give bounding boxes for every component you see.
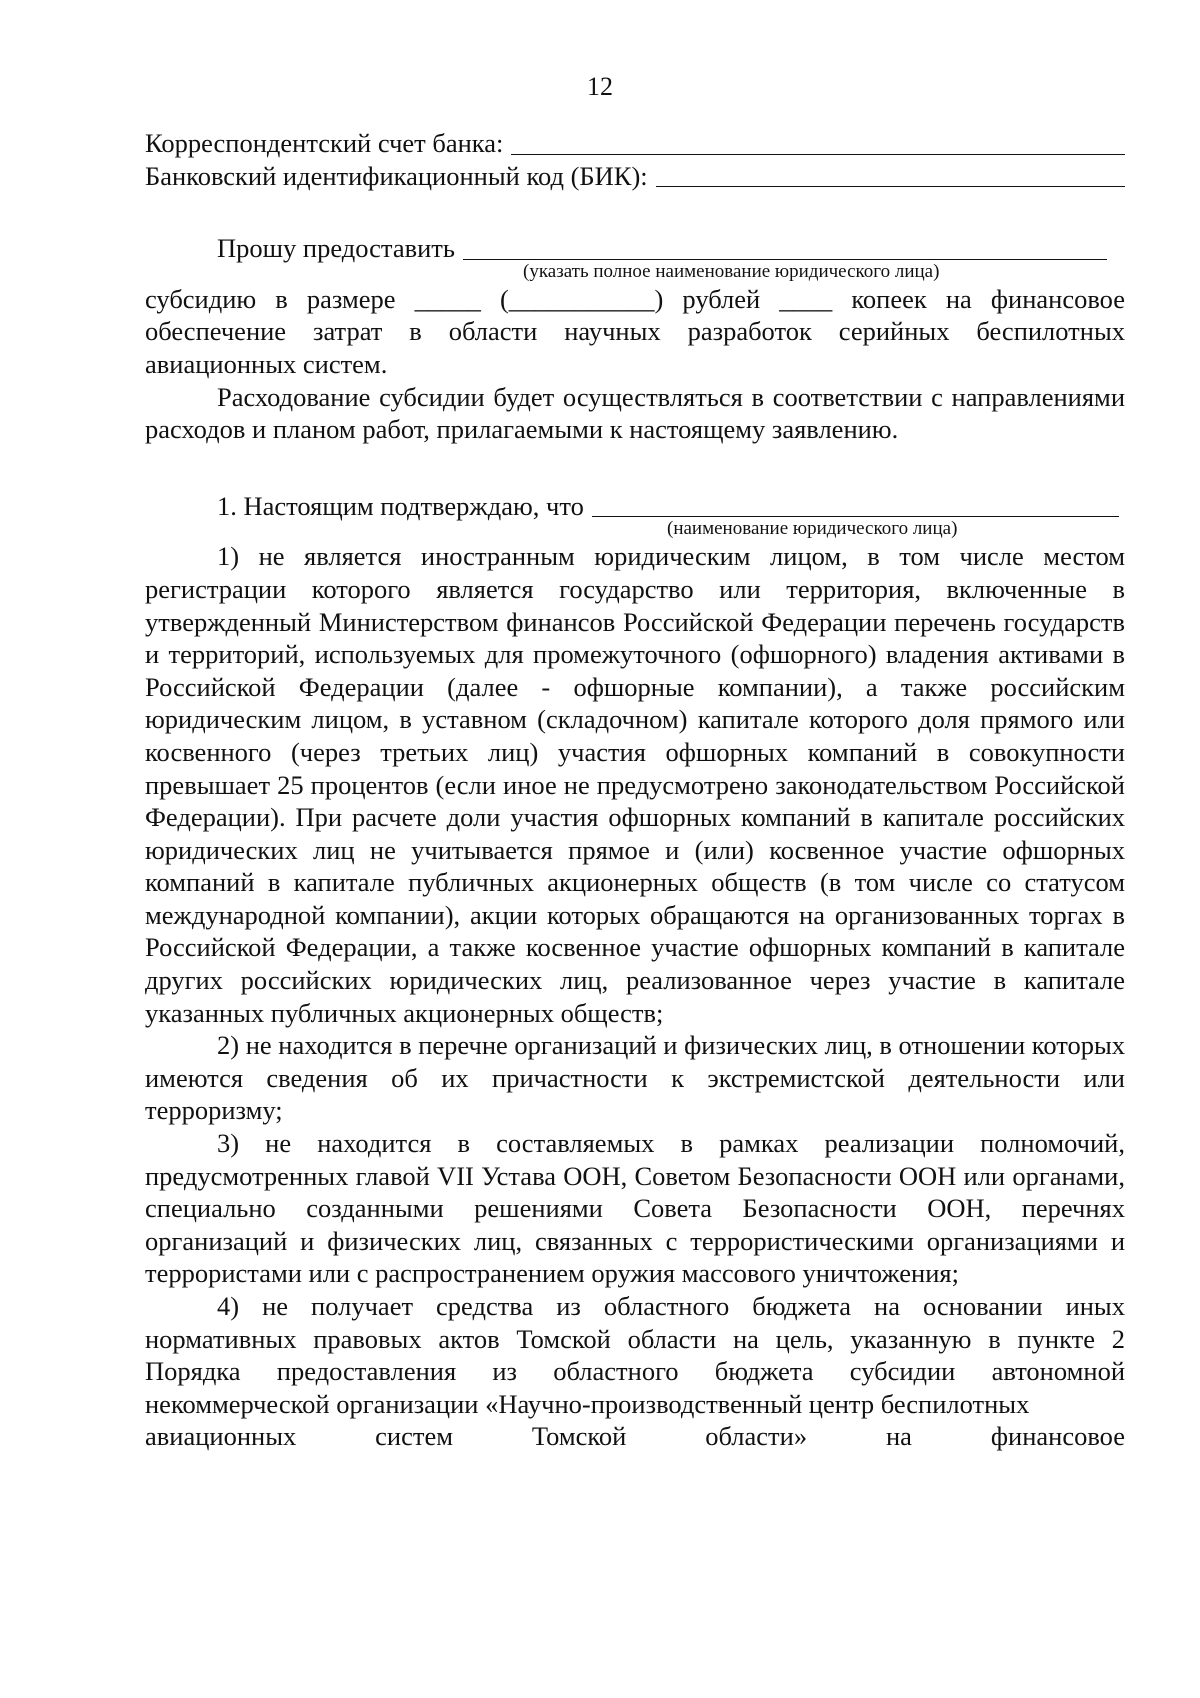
item-4: 4) не получает средства из областного бюджета на основании иных нормативных правовых актов Томской области на цель, указанную в пункте 2 Порядка предоставления из областного бюджета субсидии автономной некоммерческой организации «Научно-производственный центр беспилотных [145, 1291, 1125, 1419]
last-line-word: на [885, 1421, 912, 1452]
confirm-hint: (наименование юридического лица) [667, 518, 958, 540]
request-hint: (указать полное наименование юридического лица) [523, 260, 940, 282]
last-line-word: финансовое [990, 1421, 1125, 1452]
last-line-word: авиационных [145, 1421, 297, 1452]
item-2: 2) не находится в перечне организаций и физических лиц, в отношении которых имеются сведения об их причастности к экстремистской деятельности или терроризму; [145, 1030, 1126, 1126]
request-label: Прошу предоставить [217, 233, 455, 264]
subsidy-continuation: обеспечение затрат в области научных разработок серийных беспилотных авиационных систем. [145, 316, 1125, 379]
subsidy-word: субсидию [145, 283, 257, 314]
subsidy-word: рублей [682, 283, 761, 314]
amount-blank: _____ [414, 283, 481, 314]
corr-account-label: Корреспондентский счет банка: [145, 128, 504, 158]
last-line-word: области» [705, 1421, 808, 1452]
page-number: 12 [587, 72, 613, 101]
item-1: 1) не является иностранным юридическим лицом, в том числе местом регистрации которого является государство или территория, включенные в утвержденный Министерством финансов Российской Федерации перечень государств и территорий, используемых для промежуточного (офшорного) владения активами в Российской Федерации (далее - офшорные компании), а также российским юридическим лицом, в уставном (складочном) капитале которого доля прямого или косвенного (через третьих лиц) участия офшорных компаний в совокупности превышает 25 процентов (если иное не предусмотрено законодательством Российской Федерации). При расчете доли участия офшорных компаний в капитале российских юридических лиц не учитывается прямое и (или) косвенное участие офшорных компаний в капитале публичных акционерных обществ (в том числе со статусом международной компании), акции которых обращаются на организованных торгах в Российской Федерации, а также косвенное участие офшорных компаний в капитале других российских юридических лиц, реализованное через участие в капитале указанных публичных акционерных обществ; [145, 541, 1125, 1028]
kopecks-blank: ____ [779, 283, 833, 314]
subsidy-word: в [275, 283, 288, 314]
last-line-word: Томской [531, 1421, 627, 1452]
document-body [145, 127, 1125, 1453]
last-line-word: систем [375, 1421, 453, 1452]
bik-row [145, 160, 1125, 193]
subsidy-line [145, 283, 1125, 316]
confirm-label: 1. Настоящим подтверждаю, что [217, 490, 584, 521]
confirm-blank [592, 492, 1119, 517]
subsidy-word: на [945, 283, 972, 314]
item-3: 3) не находится в составляемых в рамках реализации полномочий, предусмотренных главой VII Устава ООН, Советом Безопасности ООН или органами, специально созданными решениями Совета Безопасности ООН, перечнях организаций и физических лиц, связанных с террористическими организациями и террористами или с распространением оружия массового уничтожения; [145, 1128, 1125, 1289]
subsidy-word: размере [306, 283, 396, 314]
request-blank [463, 235, 1107, 260]
bik-blank [656, 162, 1125, 187]
amount-words-blank: (___________) [499, 283, 664, 314]
spending-paragraph: Расходование субсидии будет осуществляться в соответствии с направлениями расходов и планом работ, прилагаемыми к настоящему заявлению. [145, 381, 1125, 445]
corr-account-row [145, 127, 1125, 160]
corr-account-blank [511, 130, 1125, 155]
subsidy-word: финансовое [990, 283, 1125, 314]
subsidy-word: копеек [851, 283, 927, 314]
bik-label: Банковский идентификационный код (БИК): [145, 160, 648, 191]
item-4-last-line [145, 1420, 1125, 1453]
